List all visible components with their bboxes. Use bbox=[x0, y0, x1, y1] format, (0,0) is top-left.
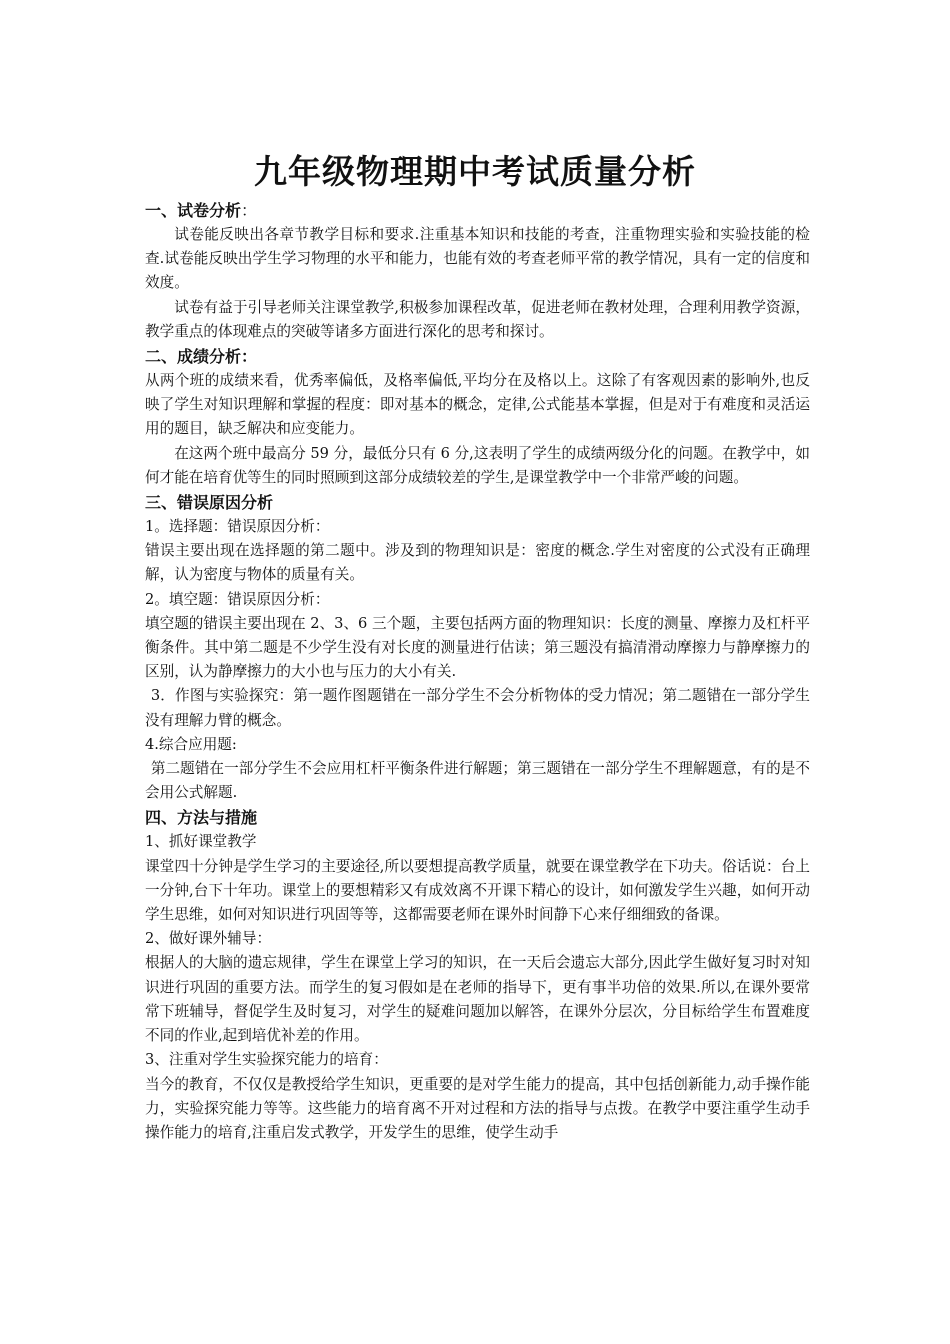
paragraph: 根据人的大脑的遗忘规律，学生在课堂上学习的知识，在一天后会遗忘大部分,因此学生做好复习时对知识进行巩固的重要方法。而学生的复习假如是在老师的指导下，更有事半功倍的效果.所以,在课外要常常下班辅导，督促学生及时复习，对学生的疑难问题加以解答，在课外分层次，分目标给学生布置难度不同的作业,起到培优补差的作用。 bbox=[145, 954, 810, 1045]
document-body bbox=[145, 198, 810, 1145]
list-item-label: 1、抓好课堂教学 bbox=[145, 833, 257, 851]
paragraph: 3．作图与实验探究：第一题作图题错在一部分学生不会分析物体的受力情况；第二题错在一部分学生没有理解力臂的概念。 bbox=[145, 687, 810, 729]
section-heading-methods: 四、方法与措施 bbox=[145, 808, 258, 828]
paragraph: 第二题错在一部分学生不会应用杠杆平衡条件进行解题；第三题错在一部分学生不理解题意，有的是不会用公式解题. bbox=[145, 760, 810, 802]
list-item-label: 3、注重对学生实验探究能力的培育： bbox=[145, 1051, 388, 1069]
list-item-label: 4.综合应用题: bbox=[145, 735, 237, 753]
section-heading-text: 一、试卷分析 bbox=[145, 201, 242, 220]
paragraph: 课堂四十分钟是学生学习的主要途径,所以要想提高教学质量，就要在课堂教学在下功夫。俗话说：台上一分钟,台下十年功。课堂上的要想精彩又有成效离不开课下精心的设计，如何激发学生兴趣，如何开动学生思维，如何对知识进行巩固等等，这都需要老师在课外时间静下心来仔细细致的备课。 bbox=[145, 857, 810, 924]
paragraph: 试卷有益于引导老师关注课堂教学,积极参加课程改革，促进老师在教材处理，合理利用教学资源，教学重点的体现难点的突破等诸多方面进行深化的思考和探讨。 bbox=[145, 298, 810, 340]
list-item-label: 2。填空题：错误原因分析： bbox=[145, 590, 330, 608]
section-heading-error-analysis: 三、错误原因分析 bbox=[145, 493, 274, 513]
paragraph: 在这两个班中最高分 59 分，最低分只有 6 分,这表明了学生的成绩两级分化的问题。在教学中，如何才能在培育优等生的同时照顾到这部分成绩较差的学生,是课堂教学中一个非常严峻的问题。 bbox=[145, 444, 810, 486]
paragraph: 试卷能反映出各章节教学目标和要求.注重基本知识和技能的考查，注重物理实验和实验技能的检查.试卷能反映出学生学习物理的水平和能力，也能有效的考查老师平常的教学情况，具有一定的信度和效度。 bbox=[145, 226, 810, 292]
section-heading-colon: ： bbox=[241, 201, 258, 220]
paragraph: 填空题的错误主要出现在 2、3、6 三个题，主要包括两方面的物理知识：长度的测量、摩擦力及杠杆平衡条件。其中第二题是不少学生没有对长度的测量进行估读；第三题没有搞清滑动摩擦力与静摩擦力的区别，认为静摩擦力的大小也与压力的大小有关. bbox=[145, 614, 810, 681]
paragraph: 当今的教育，不仅仅是教授给学生知识，更重要的是对学生能力的提高，其中包括创新能力,动手操作能力，实验探究能力等等。这些能力的培育离不开对过程和方法的指导与点拨。在教学中要注重学生动手操作能力的培育,注重启发式教学，开发学生的思维，使学生动手 bbox=[145, 1075, 810, 1141]
list-item-label: 1。选择题：错误原因分析： bbox=[145, 518, 330, 536]
paragraph: 从两个班的成绩来看，优秀率偏低，及格率偏低,平均分在及格以上。这除了有客观因素的影响外,也反映了学生对知识理解和掌握的程度：即对基本的概念，定律,公式能基本掌握，但是对于有难度和灵活运用的题目，缺乏解决和应变能力。 bbox=[145, 372, 810, 438]
list-item-label: 2、做好课外辅导： bbox=[145, 930, 272, 948]
paragraph: 错误主要出现在选择题的第二题中。涉及到的物理知识是：密度的概念.学生对密度的公式没有正确理解，认为密度与物体的质量有关。 bbox=[145, 542, 810, 584]
section-heading-paper-analysis bbox=[145, 198, 810, 223]
section-heading-score-analysis: 二、成绩分析： bbox=[145, 347, 258, 367]
document-title: 九年级物理期中考试质量分析 bbox=[254, 152, 696, 191]
